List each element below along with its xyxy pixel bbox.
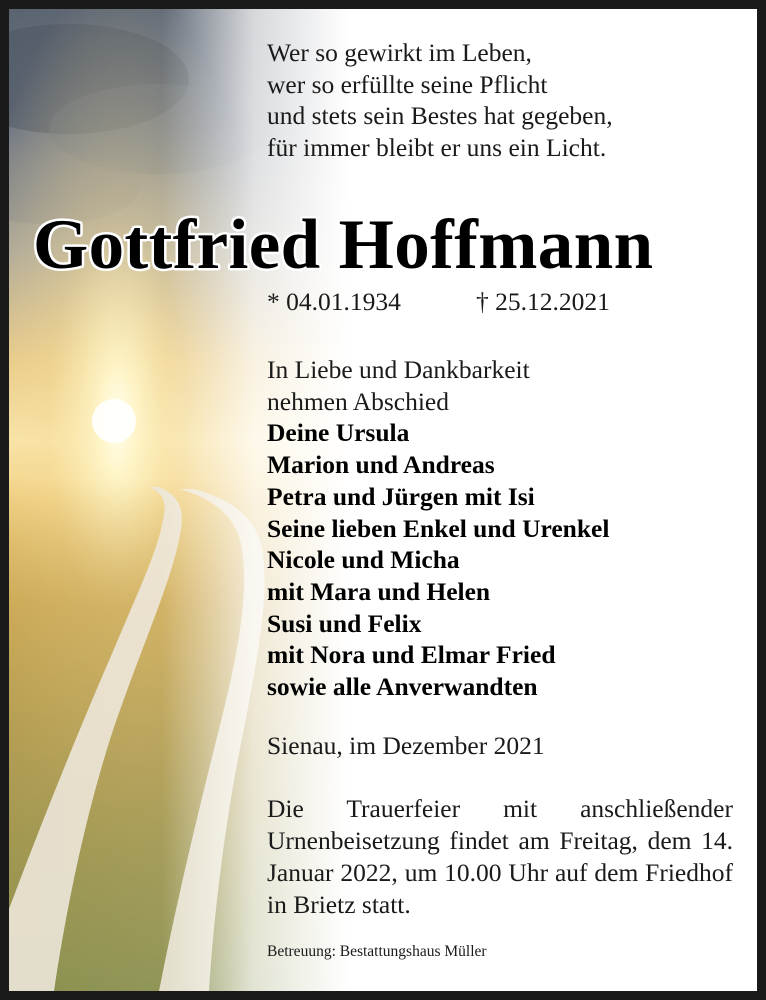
place-and-date: Sienau, im Dezember 2021 xyxy=(267,731,545,760)
verse-line: Wer so gewirkt im Leben, xyxy=(267,38,532,67)
memorial-verse xyxy=(267,37,613,163)
deceased-name: Gottfried Hoffmann xyxy=(33,206,654,284)
death-date: † 25.12.2021 xyxy=(476,287,610,316)
funeral-notice: Die Trauerfeier mit anschließender Urnenbeisetzung findet am Freitag, dem 14. Januar 2022, um 10.00 Uhr auf dem Friedhof in Brietz statt. xyxy=(267,794,733,919)
mourner-name: Petra und Jürgen mit Isi xyxy=(267,481,535,511)
mourner-name: mit Nora und Elmar Fried xyxy=(267,640,556,670)
mourner-name: Marion und Andreas xyxy=(267,450,495,480)
mourner-name: Deine Ursula xyxy=(267,418,410,448)
funeral-home-credit: Betreuung: Bestattungshaus Müller xyxy=(267,943,487,960)
mourner-name: Nicole und Micha xyxy=(267,545,460,575)
mourner-name: mit Mara und Helen xyxy=(267,576,491,606)
life-dates xyxy=(267,287,610,317)
mourner-name: Seine lieben Enkel und Urenkel xyxy=(267,513,610,543)
verse-line: für immer bleibt er uns ein Licht. xyxy=(267,132,607,162)
mourners-block xyxy=(267,354,609,703)
mourner-name: sowie alle Anverwandten xyxy=(267,672,538,702)
farewell-intro-line: In Liebe und Dankbarkeit xyxy=(267,355,530,384)
birth-date: * 04.01.1934 xyxy=(267,287,401,316)
mourner-name: Susi und Felix xyxy=(267,608,422,638)
verse-line: wer so erfüllte seine Pflicht xyxy=(267,69,548,99)
verse-line: und stets sein Bestes hat gegeben, xyxy=(267,101,613,130)
farewell-intro-line: nehmen Abschied xyxy=(267,386,449,416)
